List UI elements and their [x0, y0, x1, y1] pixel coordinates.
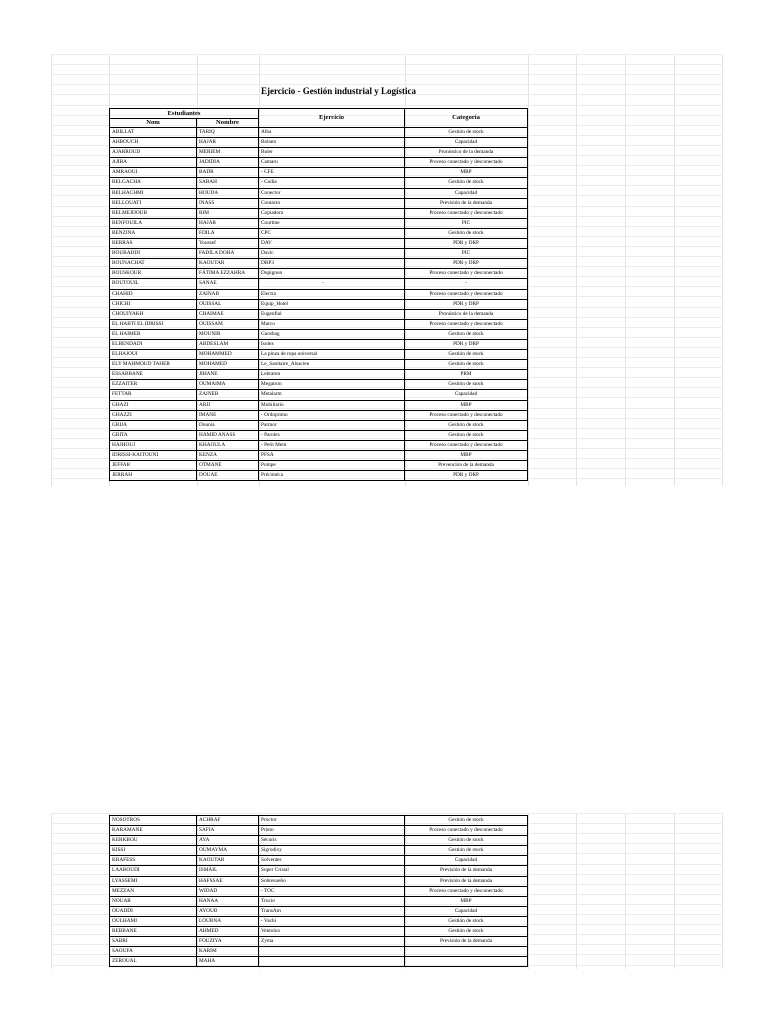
cell-categoria: Gestión de stock	[405, 927, 528, 937]
gridline	[528, 813, 529, 969]
cell-ejercicio: Davic	[259, 249, 405, 259]
gridline	[51, 813, 723, 814]
cell-categoria: Gestión de stock	[405, 228, 528, 238]
cell-categoria: Gestión de stock	[405, 178, 528, 188]
table-row	[110, 430, 528, 440]
table-row	[110, 440, 528, 450]
cell-categoria: PIC	[405, 218, 528, 228]
cell-nom: BELHACHMI	[110, 188, 197, 198]
cell-nombre: LOUBNA	[197, 916, 259, 926]
gridline	[722, 54, 723, 486]
gridline	[674, 54, 675, 486]
cell-ejercicio: - Codia	[259, 178, 405, 188]
table-row	[110, 239, 528, 249]
gridline	[528, 54, 529, 486]
cell-ejercicio: - Paroles	[259, 430, 405, 440]
cell-categoria: Gestion de stock	[405, 430, 528, 440]
cell-nom: GHAZZI	[110, 410, 197, 420]
table-row	[110, 299, 528, 309]
table-row	[110, 319, 528, 329]
table-row	[110, 188, 528, 198]
cell-nombre: DOUAE	[197, 471, 259, 481]
cell-nom: KRAFESS	[110, 856, 197, 866]
cell-nom: EL HAIMER	[110, 329, 197, 339]
cell-categoria: PDR y DRP	[405, 299, 528, 309]
cell-nombre: KAOUTAR	[197, 259, 259, 269]
cell-nombre: CHAIMAE	[197, 309, 259, 319]
table-row	[110, 846, 528, 856]
table-row	[110, 836, 528, 846]
table-row	[110, 886, 528, 896]
cell-categoria: MRP	[405, 400, 528, 410]
cell-nom: BOUSKOUR	[110, 269, 197, 279]
table-row	[110, 198, 528, 208]
cell-nombre: MAHA	[197, 957, 259, 967]
cell-nombre: INASS	[197, 198, 259, 208]
cell-nom: ELY MAHMOUD TAHER	[110, 360, 197, 370]
table-row	[110, 896, 528, 906]
cell-nombre: SANAE	[197, 279, 259, 289]
cell-categoria: Prevención de la demanda	[405, 461, 528, 471]
cell-ejercicio: Lebraton	[259, 370, 405, 380]
table-row	[110, 158, 528, 168]
cell-ejercicio: Prieto	[259, 826, 405, 836]
cell-nom: BOUNACHAT	[110, 259, 197, 269]
cell-nom: ZEROUAL	[110, 957, 197, 967]
cell-categoria: Previsión de la demanda	[405, 198, 528, 208]
cell-ejercicio: Proctor	[259, 816, 405, 826]
cell-ejercicio: Equip_Hotel	[259, 299, 405, 309]
students-table-continued	[109, 815, 528, 967]
cell-nom: ABILLAT	[110, 128, 197, 138]
cell-nombre: Dounia	[197, 420, 259, 430]
gridline	[722, 813, 723, 969]
cell-nombre: KENZA	[197, 451, 259, 461]
cell-categoria: Proceso conectado y desconectado	[405, 158, 528, 168]
cell-nombre: OUISSAM	[197, 319, 259, 329]
cell-nombre: TARIQ	[197, 128, 259, 138]
cell-nom: IDRISSI-KAITOUNI	[110, 451, 197, 461]
cell-ejercicio: TransAm	[259, 906, 405, 916]
cell-nombre: JIHANE	[197, 370, 259, 380]
cell-nombre: HANAA	[197, 896, 259, 906]
cell-categoria: Gestión de stock	[405, 380, 528, 390]
table-row	[110, 218, 528, 228]
cell-categoria: PRM	[405, 370, 528, 380]
cell-nom: ESSABBANE	[110, 370, 197, 380]
cell-categoria: MRP	[405, 451, 528, 461]
cell-categoria: Gestión de stock	[405, 836, 528, 846]
cell-ejercicio	[259, 947, 405, 957]
gridline	[576, 54, 577, 486]
cell-nom: BERRAS	[110, 239, 197, 249]
cell-ejercicio: DRP3	[259, 259, 405, 269]
table-row	[110, 876, 528, 886]
table-row	[110, 461, 528, 471]
header-ejercicio: Ejercicio	[259, 109, 405, 128]
gridline	[51, 74, 723, 75]
cell-nom: BOUBADDI	[110, 249, 197, 259]
cell-ejercicio: Alba	[259, 128, 405, 138]
cell-categoria: Proceso conectado y desconectado	[405, 410, 528, 420]
cell-ejercicio: - TOC	[259, 886, 405, 896]
table-row	[110, 289, 528, 299]
cell-nom: LAABOUDI	[110, 866, 197, 876]
cell-nombre: AHMED	[197, 927, 259, 937]
cell-categoria: PDR y DRP	[405, 239, 528, 249]
cell-nombre: OUMAYMA	[197, 846, 259, 856]
cell-categoria: Previsión de la demanda	[405, 876, 528, 886]
cell-nombre: ZAINAB	[197, 289, 259, 299]
cell-nom: ELBENDADI	[110, 339, 197, 349]
cell-nom: GRIJA	[110, 420, 197, 430]
cell-nombre: AYOUB	[197, 906, 259, 916]
cell-nom: FETTAR	[110, 390, 197, 400]
table-row	[110, 856, 528, 866]
cell-nom: NOSOTROS	[110, 816, 197, 826]
cell-nom: LYASSEMI	[110, 876, 197, 886]
cell-nom: HAJHOUJ	[110, 440, 197, 450]
table-row	[110, 937, 528, 947]
cell-nom: ELHAJOUI	[110, 350, 197, 360]
cell-categoria: Proceso conectado y desconectado	[405, 826, 528, 836]
cell-nom: BELMEJDOUB	[110, 208, 197, 218]
header-categoria: Categoria	[405, 109, 528, 128]
cell-nom: GRITA	[110, 430, 197, 440]
cell-nombre: ISMÀIL	[197, 866, 259, 876]
cell-nombre: HAJAR	[197, 218, 259, 228]
cell-categoria: Gestión de stock	[405, 350, 528, 360]
cell-nombre: MERIEM	[197, 148, 259, 158]
cell-ejercicio: Ventolux	[259, 927, 405, 937]
table-row	[110, 360, 528, 370]
table-row	[110, 866, 528, 876]
cell-categoria: PDR y DRP	[405, 339, 528, 349]
cell-nombre: HAMID ANASS	[197, 430, 259, 440]
table-row	[110, 370, 528, 380]
cell-categoria: -	[405, 279, 528, 289]
cell-ejercicio: Sécuris	[259, 836, 405, 846]
cell-nombre: ZAINEB	[197, 390, 259, 400]
table-row	[110, 947, 528, 957]
cell-nom: NOUAR	[110, 896, 197, 906]
gridline	[674, 813, 675, 969]
cell-categoria: Capacidad	[405, 906, 528, 916]
cell-nom: AMRAOUI	[110, 168, 197, 178]
cell-nombre: SAFIA	[197, 826, 259, 836]
cell-categoria: Gestión de stock	[405, 128, 528, 138]
cell-ejercicio: Courtine	[259, 218, 405, 228]
cell-nom: AJIBA	[110, 158, 197, 168]
gridline	[51, 54, 52, 486]
cell-ejercicio: Conector	[259, 188, 405, 198]
cell-ejercicio: Sobresueño	[259, 876, 405, 886]
cell-nom: CHICHI	[110, 299, 197, 309]
cell-ejercicio: Gaosbag	[259, 329, 405, 339]
cell-nom: EL HABTI EL IDRISSI	[110, 319, 197, 329]
cell-categoria: Capacidad	[405, 188, 528, 198]
cell-nom: GHAZI	[110, 400, 197, 410]
cell-nombre: ABDESLAM	[197, 339, 259, 349]
cell-nombre: MOHAMED	[197, 360, 259, 370]
cell-ejercicio: - Ordoprimo	[259, 410, 405, 420]
cell-nom: BOUTOUIL	[110, 279, 197, 289]
header-nom: Nom	[110, 119, 197, 128]
cell-categoria: PDR y DRP	[405, 471, 528, 481]
cell-ejercicio: - Petit Mem	[259, 440, 405, 450]
cell-categoria: MRP	[405, 168, 528, 178]
cell-ejercicio: Buler	[259, 148, 405, 158]
cell-ejercicio: Electra	[259, 289, 405, 299]
cell-nombre: AYA	[197, 836, 259, 846]
cell-ejercicio: Marco	[259, 319, 405, 329]
cell-nombre: OTMANE	[197, 461, 259, 471]
cell-categoria: Previsión de la demanda	[405, 866, 528, 876]
table-row	[110, 329, 528, 339]
cell-ejercicio: Pompe	[259, 461, 405, 471]
cell-nombre: MOUNIR	[197, 329, 259, 339]
cell-nom: CHAHID	[110, 289, 197, 299]
cell-nombre: HAFSSAE	[197, 876, 259, 886]
table-row	[110, 228, 528, 238]
cell-ejercicio: PFSA	[259, 451, 405, 461]
table-row	[110, 138, 528, 148]
table-row	[110, 148, 528, 158]
cell-nom: KISSI	[110, 846, 197, 856]
cell-nombre: WIDAD	[197, 886, 259, 896]
cell-ejercicio: Metalarm	[259, 390, 405, 400]
table-row	[110, 826, 528, 836]
cell-ejercicio: Megatron	[259, 380, 405, 390]
cell-categoria: Capacidad	[405, 856, 528, 866]
table-row	[110, 178, 528, 188]
table-row	[110, 259, 528, 269]
cell-categoria: Gestión de stock	[405, 916, 528, 926]
cell-ejercicio: La pinza de ropa universal	[259, 350, 405, 360]
cell-nom: OULHAMI	[110, 916, 197, 926]
cell-categoria: Gestión de stock	[405, 846, 528, 856]
cell-nombre: KAOUTAR	[197, 856, 259, 866]
cell-ejercicio: Eugenflal	[259, 309, 405, 319]
cell-ejercicio: DAV	[259, 239, 405, 249]
cell-nombre: Youssef	[197, 239, 259, 249]
header-estudiantes: Estudiantes	[110, 109, 259, 119]
cell-ejercicio: Parmor	[259, 420, 405, 430]
cell-ejercicio: Camaru	[259, 158, 405, 168]
cell-categoria: Proceso conectado y desconectado	[405, 289, 528, 299]
cell-nombre: OUMAIMA	[197, 380, 259, 390]
cell-ejercicio: Sigrodixy	[259, 846, 405, 856]
gridline	[51, 813, 52, 969]
table-row	[110, 168, 528, 178]
cell-nombre: SABAH	[197, 178, 259, 188]
cell-nombre: KARIM	[197, 947, 259, 957]
cell-categoria: Proceso conectado y desconectado	[405, 440, 528, 450]
cell-nombre: ACHRAF	[197, 816, 259, 826]
cell-nom: BELLOUATI	[110, 198, 197, 208]
table-row	[110, 410, 528, 420]
cell-ejercicio: Zyma	[259, 937, 405, 947]
table-row	[110, 269, 528, 279]
cell-ejercicio	[259, 957, 405, 967]
table-row	[110, 350, 528, 360]
cell-nom: MEZZAN	[110, 886, 197, 896]
cell-nom: SABRI	[110, 937, 197, 947]
cell-nom: SAOUFA	[110, 947, 197, 957]
cell-ejercicio: -	[259, 279, 405, 289]
cell-categoria: Gestión de stock	[405, 816, 528, 826]
gridline	[625, 813, 626, 969]
gridline	[51, 64, 723, 65]
cell-nombre: IMANE	[197, 410, 259, 420]
table-row	[110, 249, 528, 259]
cell-nombre: RIM	[197, 208, 259, 218]
cell-nom: KARAMANE	[110, 826, 197, 836]
table-row	[110, 957, 528, 967]
cell-categoria: PDR y DRP	[405, 259, 528, 269]
table-row	[110, 420, 528, 430]
cell-ejercicio: Contacto	[259, 198, 405, 208]
gridline	[625, 54, 626, 486]
cell-nombre: MOHAMMED	[197, 350, 259, 360]
cell-nom: OUADDI	[110, 906, 197, 916]
cell-categoria: Capacidad	[405, 138, 528, 148]
table-row	[110, 208, 528, 218]
table-row	[110, 927, 528, 937]
cell-ejercicio: Trucio	[259, 896, 405, 906]
table-row	[110, 309, 528, 319]
cell-ejercicio: Dupignon	[259, 269, 405, 279]
cell-nom: BELGACHA	[110, 178, 197, 188]
cell-nom: BENFOUILA	[110, 218, 197, 228]
cell-nom: AJARROUD	[110, 148, 197, 158]
table-row	[110, 279, 528, 289]
sheet-title: Ejercicio - Gestión industrial y Logística	[260, 86, 417, 96]
cell-nombre: ARIJ	[197, 400, 259, 410]
cell-ejercicio: Super Cristal	[259, 866, 405, 876]
cell-nom: CHOUIYAKH	[110, 309, 197, 319]
cell-categoria: Gestión de stock	[405, 360, 528, 370]
cell-nombre: HOUDA	[197, 188, 259, 198]
table-row	[110, 906, 528, 916]
table-row	[110, 390, 528, 400]
cell-nombre: FOUZIYA	[197, 937, 259, 947]
cell-nombre: KHAOULA	[197, 440, 259, 450]
cell-categoria: Gestion de stock	[405, 329, 528, 339]
cell-nombre: HAJAR	[197, 138, 259, 148]
cell-categoria: MRP	[405, 896, 528, 906]
cell-ejercicio: Bobato	[259, 138, 405, 148]
table-row	[110, 339, 528, 349]
table-row	[110, 128, 528, 138]
cell-ejercicio: - CFE	[259, 168, 405, 178]
cell-ejercicio: Copiadora	[259, 208, 405, 218]
gridline	[51, 105, 723, 106]
cell-categoria: Capacidad	[405, 390, 528, 400]
cell-nombre: FDILA	[197, 228, 259, 238]
cell-categoria: Gestión de stock	[405, 420, 528, 430]
header-nombre: Nombre	[197, 119, 259, 128]
cell-ejercicio: CPC	[259, 228, 405, 238]
cell-nom: EZZAITER	[110, 380, 197, 390]
table-row	[110, 471, 528, 481]
cell-ejercicio: Mobiliario	[259, 400, 405, 410]
cell-ejercicio: - Vachi	[259, 916, 405, 926]
cell-ejercicio: Préciméca	[259, 471, 405, 481]
table-row	[110, 816, 528, 826]
cell-ejercicio: Isolex	[259, 339, 405, 349]
cell-categoria: Proceso conectado y desconectado	[405, 269, 528, 279]
students-table	[109, 108, 528, 481]
cell-nombre: OUISSAL	[197, 299, 259, 309]
cell-ejercicio: Le_Sanitaire_Alsacien	[259, 360, 405, 370]
cell-nom: REBBANE	[110, 927, 197, 937]
cell-nom: AHBOUCH	[110, 138, 197, 148]
cell-categoria: Proceso conectado y desconectado	[405, 319, 528, 329]
cell-nombre: FÁTIMA EZZAHRA	[197, 269, 259, 279]
cell-categoria: PIC	[405, 249, 528, 259]
cell-categoria	[405, 957, 528, 967]
cell-categoria: Proceso conectado y desconectado	[405, 886, 528, 896]
cell-nom: BENZINA	[110, 228, 197, 238]
cell-nom: JERRAH	[110, 471, 197, 481]
cell-nombre: BADR	[197, 168, 259, 178]
cell-nombre: FADILA DOHA	[197, 249, 259, 259]
cell-nom: KERKBOU	[110, 836, 197, 846]
table-row	[110, 916, 528, 926]
cell-categoria: Pronóstico de la demanda	[405, 309, 528, 319]
gridline	[576, 813, 577, 969]
gridline	[51, 54, 723, 55]
table-row	[110, 451, 528, 461]
cell-nombre: JADIDIA	[197, 158, 259, 168]
cell-categoria: Previsión de la demanda	[405, 937, 528, 947]
table-row	[110, 400, 528, 410]
cell-categoria: Proceso conectado y desconectado	[405, 208, 528, 218]
cell-categoria: Pronóstico de la demanda	[405, 148, 528, 158]
table-row	[110, 380, 528, 390]
cell-nom: JEFFAR	[110, 461, 197, 471]
cell-ejercicio: Solventes	[259, 856, 405, 866]
cell-categoria	[405, 947, 528, 957]
